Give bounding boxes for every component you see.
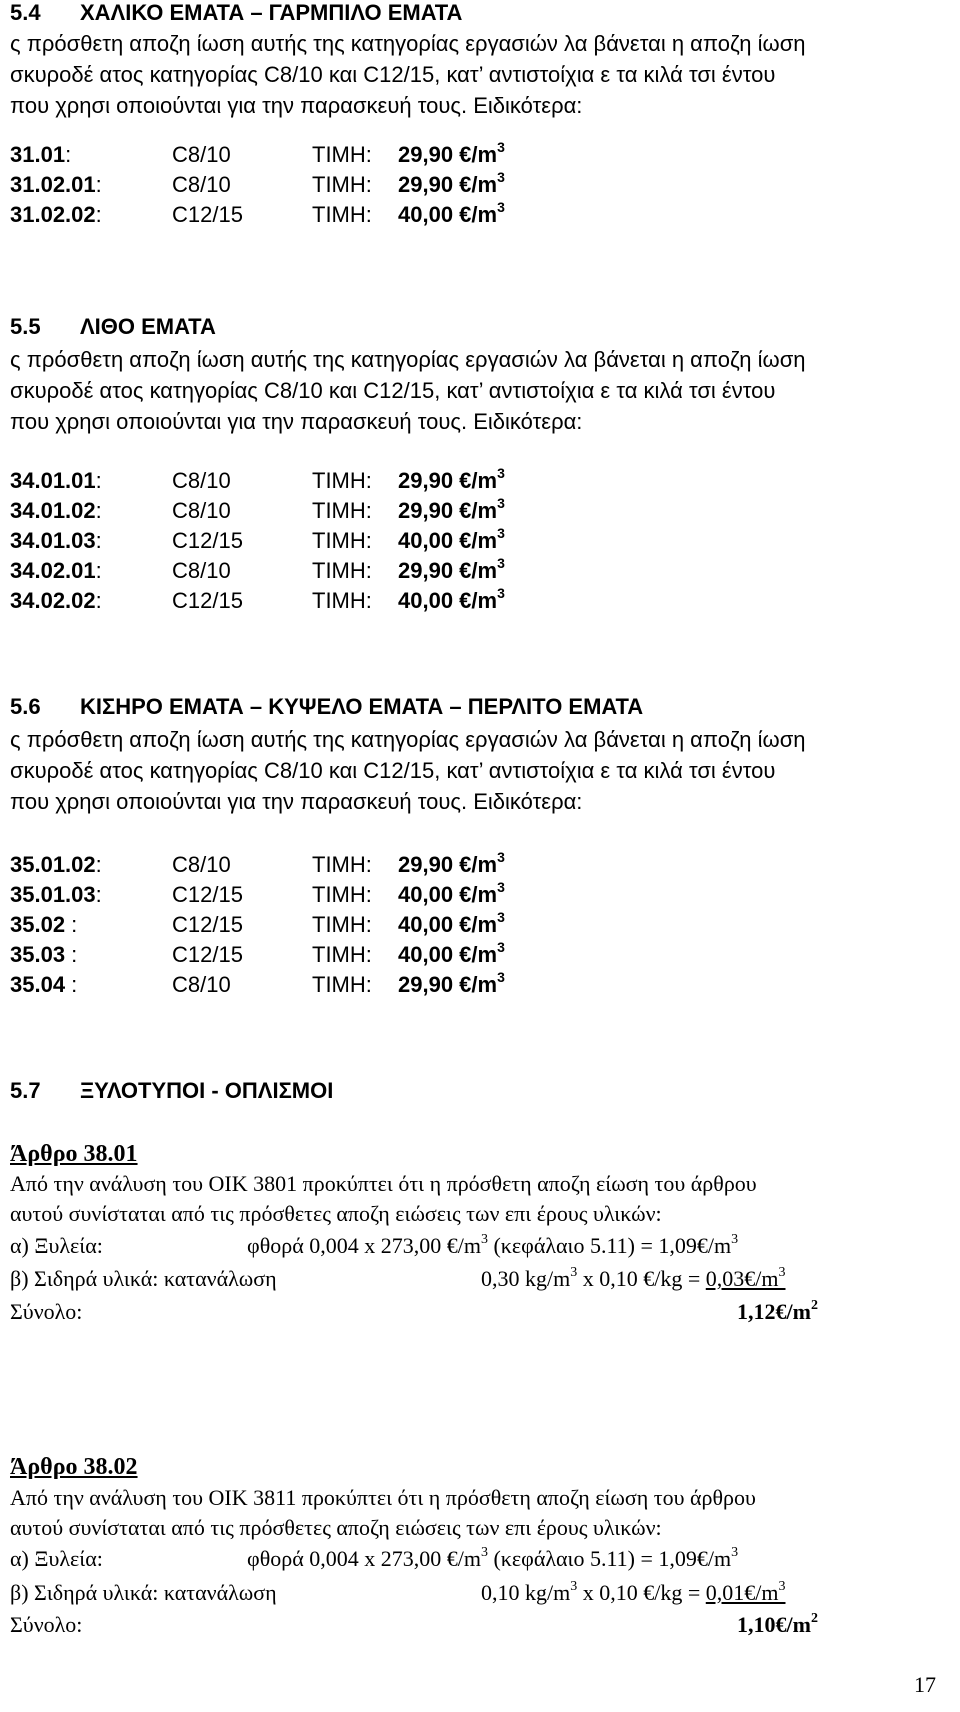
concrete-class: C8/10 [172,172,231,197]
concrete-class: C12/15 [172,912,243,937]
price-value: 40,00 $€/m^3$ [398,585,505,613]
wood-line [10,1546,910,1572]
price-label: ΤΙΜΗ: [312,468,372,493]
concrete-class: C12/15 [172,202,243,227]
price-value: 29,90 $€/m^3$ [398,465,505,493]
price-value: 29,90 $€/m^3$ [398,139,505,167]
total-label: Σύνολο: [10,1612,83,1637]
concrete-class: C12/15 [172,588,243,613]
price-label: ΤΙΜΗ: [312,172,372,197]
section-intro [10,724,960,817]
price-label: ΤΙΜΗ: [312,912,372,937]
section-heading [10,314,216,340]
steel-label: β) Σιδηρά υλικά: κατανάλωση [10,1266,277,1291]
steel-calculation: 0,10 $kg/m^3$ x 0,10 €/kg = $0,01€/m^3$ [481,1579,786,1605]
document-page: 5.4 ΧΑΛΙΚΟ ΕΜΑΤΑ – ΓΑΡΜΠΙΛΟ ΕΜΑΤΑ ς πρόσθετη αποζη ίωση αυτής της κατηγορίας εργασιών λα βάνεται η αποζη ίωση σκυροδέ ατος κατηγορίας C8/10 και C12/15, κατ’ αντιστοίχια ε τα κιλά τσι έντου που χρησι οποιούνται για την παρασκευή τους. Ειδικότερα: 31.01: C8/10 ΤΙΜΗ: 29,90 $€/m^3$ 31.02.01: C8/10 ΤΙΜΗ: 29,90 $€/m^3$ 31.02.02: C12/15 ΤΙΜΗ: 40,00 $€/m^3$ 5.5 ΛΙΘΟ ΕΜΑΤΑ ς πρόσθετη αποζη ίωση αυτής της κατηγορίας εργασιών λα βάνεται η αποζη ίωση σκυροδέ ατος κατηγορίας C8/10 και C12/15, κατ’ αντιστοίχια ε τα κιλά τσι έντου που χρησι οποιούνται για την παρασκευή τους. Ειδικότερα: 34.01.01: C8/10 ΤΙΜΗ: 29,90 $€/m^3$ 34.01.02: C8/10 ΤΙΜΗ: 29,90 $€/m^3$ 34.01.03: C12/15 ΤΙΜΗ: 40,00 $€/m^3$ 34.02.01: C8/10 ΤΙΜΗ: 29,90 $€/m^3$ 34.02.02: C12/15 ΤΙΜΗ: 40,00 $€/m^3$ 5.6 ΚΙΣΗΡΟ ΕΜΑΤΑ – ΚΥΨΕΛΟ ΕΜΑΤΑ – ΠΕΡΛΙΤΟ ΕΜΑΤΑ ς πρόσθετη αποζη ίωση αυτής της κατηγορίας εργασιών λα βάνεται η αποζη ίωση σκυροδέ ατος κατηγορίας C8/10 και C12/15, κατ’ αντιστοίχια ε τα κιλά τσι έντου που χρησι οποιούνται για την παρασκευή τους. Ειδικότερα: 35.01.02: C8/10 ΤΙΜΗ: 29,90 $€/m^3$ 35.01.03: C12/15 ΤΙΜΗ: 40,00 $€/m^3$ 35.02 : C12/15 ΤΙΜΗ: 40,00 $€/m^3$ 35.03 : C12/15 ΤΙΜΗ: 40,00 $€/m^3$ 35.04 : C8/10 ΤΙΜΗ: 29,90 $€/m^3$ 5.7 ΞΥΛΟΤΥΠΟΙ - ΟΠΛΙΣΜΟΙ Άρθρο 38.01 Από την ανάλυση του ΟΙΚ 3801 προκύπτει ότι η πρόσθετη αποζη είωση του άρθρου αυτού συνίσταται από τις πρόσθετες αποζη ειώσεις των επι έρους υλικών: α) Ξυλεία: φθορά 0,004 x 273,00 $€/m^3$ (κεφάλαιο $5.11) = 1,09€/m^3$ β) Σιδηρά υλικά: κατανάλωση 0,30 $kg/m^3$ x 0,10 €/kg = $0,03€/m^3$ Σύνολο: $1,12€/m^2$ Άρθρο 38.02 Από την ανάλυση του ΟΙΚ 3811 προκύπτει ότι η πρόσθετη αποζη είωση του άρθρου αυτού συνίσταται από τις πρόσθετες αποζη ειώσεις των επι έρους υλικών: α) Ξυλεία: φθορά 0,004 x 273,00 $€/m^3$ (κεφάλαιο $5.11) = 1,09€/m^3$ β) Σιδηρά υλικά: κατανάλωση 0,10 $kg/m^3$ x 0,10 €/kg = $0,01€/m^3$ Σύνολο: $1,10€/m^2$ 17 [0,0,960,1712]
concrete-class: C12/15 [172,528,243,553]
concrete-class: C8/10 [172,498,231,523]
item-code: 35.03 [10,942,72,967]
price-value: 29,90 $€/m^3$ [398,555,505,583]
price-label: ΤΙΜΗ: [312,882,372,907]
item-code: 34.02.02 [10,588,96,613]
steel-calculation: 0,30 $kg/m^3$ x 0,10 €/kg = $0,03€/m^3$ [481,1265,786,1291]
price-label: ΤΙΜΗ: [312,142,372,167]
concrete-class: C12/15 [172,942,243,967]
section-number: 5.4 [10,0,41,25]
steel-label: β) Σιδηρά υλικά: κατανάλωση [10,1580,277,1605]
section-number: 5.6 [10,694,41,719]
item-code: 31.02.02 [10,202,96,227]
intro-line: σκυροδέ ατος κατηγορίας C8/10 και C12/15, κατ’ αντιστοίχια ε τα κιλά τσι έντου [10,758,776,783]
price-label: ΤΙΜΗ: [312,972,372,997]
section-title: ΛΙΘΟ ΕΜΑΤΑ [80,314,216,339]
wood-label: α) Ξυλεία: [10,1546,103,1571]
article-title: Άρθρο 38.02 [10,1454,138,1480]
wood-line [10,1233,910,1259]
intro-line: σκυροδέ ατος κατηγορίας C8/10 και C12/15, κατ’ αντιστοίχια ε τα κιλά τσι έντου [10,62,776,87]
wood-label: α) Ξυλεία: [10,1233,103,1258]
price-value: 40,00 $€/m^3$ [398,909,505,937]
article-text-line: Από την ανάλυση του ΟΙΚ 3801 προκύπτει ότι η πρόσθετη αποζη είωση του άρθρου [10,1171,757,1196]
intro-line: σκυροδέ ατος κατηγορίας C8/10 και C12/15, κατ’ αντιστοίχια ε τα κιλά τσι έντου [10,378,776,403]
page-number: 17 [914,1672,936,1697]
section-intro [10,344,960,437]
price-value: 29,90 $€/m^3$ [398,169,505,197]
price-value: 40,00 $€/m^3$ [398,525,505,553]
item-code: 34.01.03 [10,528,96,553]
article-text-line: αυτού συνίσταται από τις πρόσθετες αποζη ειώσεις των επι έρους υλικών: [10,1201,662,1226]
price-value: 40,00 $€/m^3$ [398,879,505,907]
intro-line: ς πρόσθετη αποζη ίωση αυτής της κατηγορίας εργασιών λα βάνεται η αποζη ίωση [10,347,806,372]
section-heading [10,1078,333,1104]
concrete-class: C8/10 [172,558,231,583]
price-label: ΤΙΜΗ: [312,852,372,877]
steel-line [10,1580,910,1606]
wood-calculation: φθορά 0,004 x 273,00 $€/m^3$ (κεφάλαιο $5.11) = 1,09€/m^3$ [247,1232,739,1258]
article-text-line: αυτού συνίσταται από τις πρόσθετες αποζη ειώσεις των επι έρους υλικών: [10,1515,662,1540]
intro-line: ς πρόσθετη αποζη ίωση αυτής της κατηγορίας εργασιών λα βάνεται η αποζη ίωση [10,727,806,752]
item-code: 35.01.02 [10,852,96,877]
item-code: 34.01.01 [10,468,96,493]
intro-line: που χρησι οποιούνται για την παρασκευή τους. Ειδικότερα: [10,789,583,814]
section-title: ΞΥΛΟΤΥΠΟΙ - ΟΠΛΙΣΜΟΙ [80,1078,334,1103]
article-text-line: Από την ανάλυση του ΟΙΚ 3811 προκύπτει ότι η πρόσθετη αποζη είωση του άρθρου [10,1485,756,1510]
intro-line: που χρησι οποιούνται για την παρασκευή τους. Ειδικότερα: [10,93,583,118]
section-intro [10,28,960,121]
price-value: 29,90 $€/m^3$ [398,969,505,997]
section-number: 5.5 [10,314,41,339]
steel-line [10,1266,910,1292]
section-heading [10,0,462,26]
total-label: Σύνολο: [10,1299,83,1324]
price-label: ΤΙΜΗ: [312,588,372,613]
price-label: ΤΙΜΗ: [312,202,372,227]
item-code: 31.01 [10,142,66,167]
price-label: ΤΙΜΗ: [312,498,372,523]
total-value: $1,10€/m^2$ [737,1611,818,1637]
concrete-class: C12/15 [172,882,243,907]
wood-calculation: φθορά 0,004 x 273,00 $€/m^3$ (κεφάλαιο $5.11) = 1,09€/m^3$ [247,1545,739,1571]
price-value: 29,90 $€/m^3$ [398,849,505,877]
item-code: 35.01.03 [10,882,96,907]
price-label: ΤΙΜΗ: [312,558,372,583]
price-value: 40,00 $€/m^3$ [398,199,505,227]
price-value: 29,90 $€/m^3$ [398,495,505,523]
section-heading [10,694,643,720]
section-title: ΚΙΣΗΡΟ ΕΜΑΤΑ – ΚΥΨΕΛΟ ΕΜΑΤΑ – ΠΕΡΛΙΤΟ ΕΜΑΤΑ [80,694,644,719]
article-title: Άρθρο 38.01 [10,1141,138,1167]
item-code: 34.02.01 [10,558,96,583]
item-code: 35.02 [10,912,72,937]
concrete-class: C8/10 [172,852,231,877]
section-title: ΧΑΛΙΚΟ ΕΜΑΤΑ – ΓΑΡΜΠΙΛΟ ΕΜΑΤΑ [80,0,463,25]
price-value: 40,00 $€/m^3$ [398,939,505,967]
intro-line: που χρησι οποιούνται για την παρασκευή τους. Ειδικότερα: [10,409,583,434]
concrete-class: C8/10 [172,468,231,493]
concrete-class: C8/10 [172,972,231,997]
intro-line: ς πρόσθετη αποζη ίωση αυτής της κατηγορίας εργασιών λα βάνεται η αποζη ίωση [10,31,806,56]
price-label: ΤΙΜΗ: [312,942,372,967]
item-code: 34.01.02 [10,498,96,523]
total-value: $1,12€/m^2$ [737,1298,818,1324]
item-code: 31.02.01 [10,172,96,197]
item-code: 35.04 [10,972,72,997]
section-number: 5.7 [10,1078,41,1103]
price-label: ΤΙΜΗ: [312,528,372,553]
concrete-class: C8/10 [172,142,231,167]
